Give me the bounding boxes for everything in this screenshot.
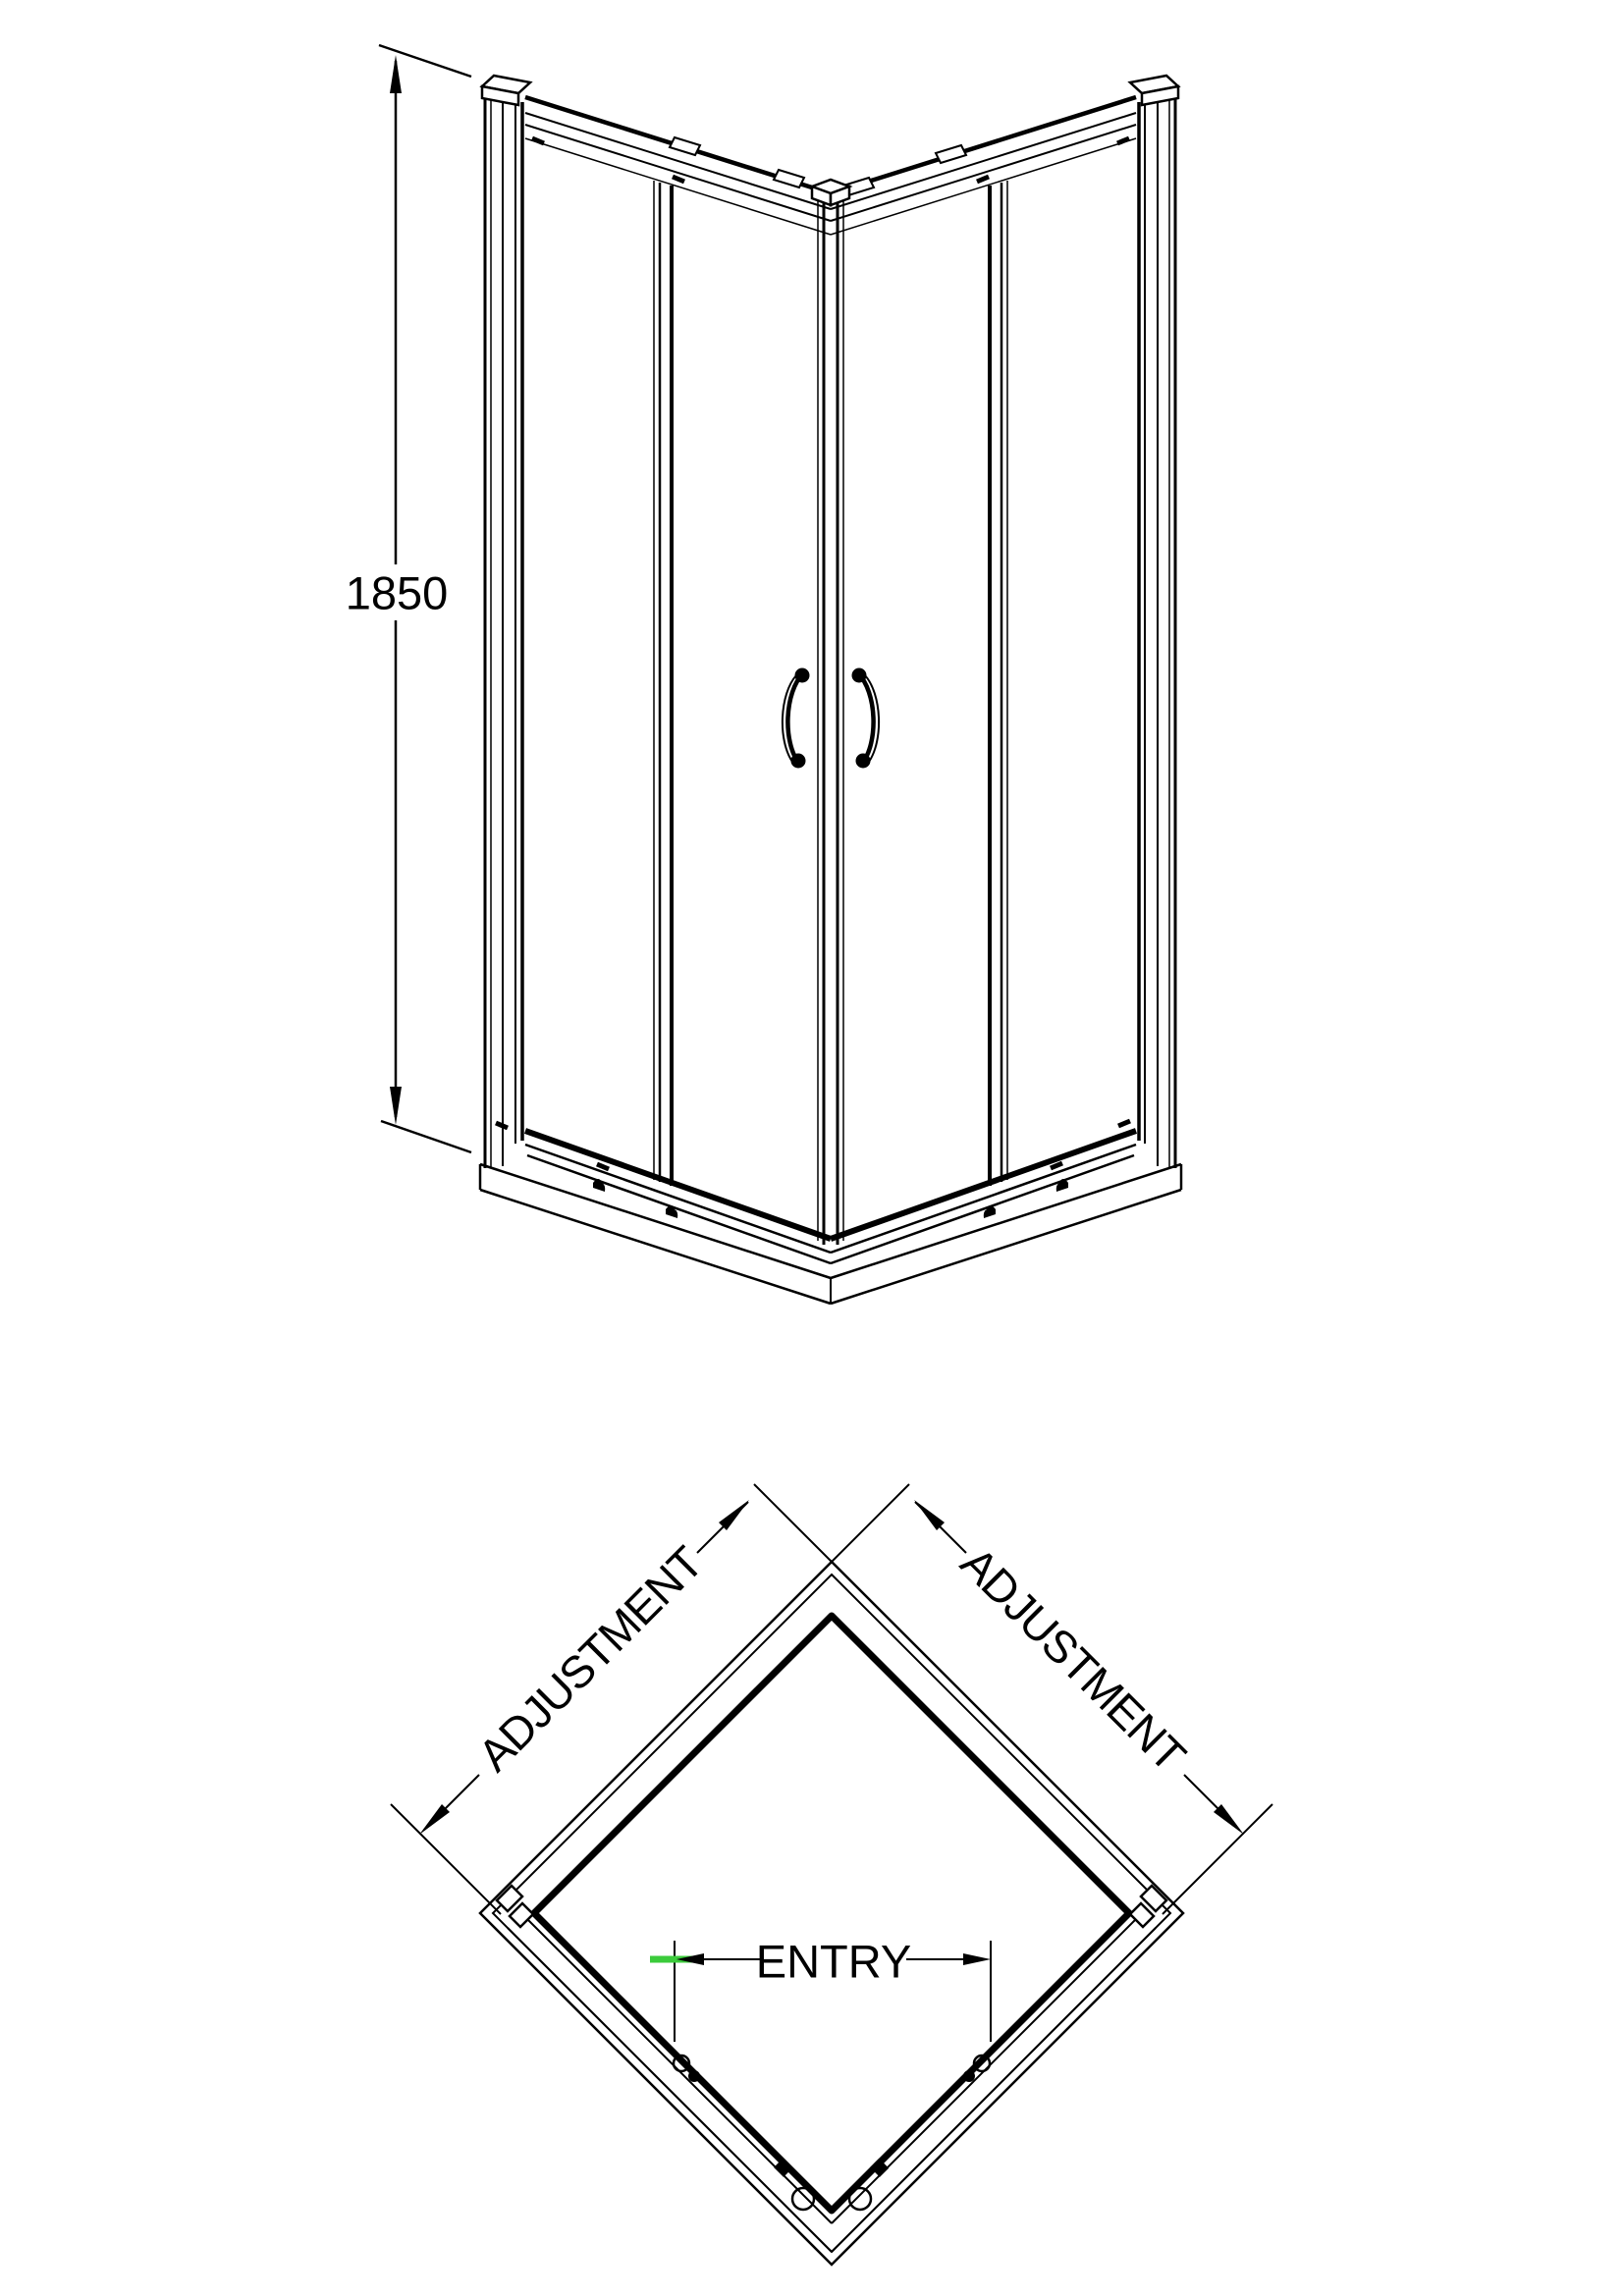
right-door-handle-icon <box>852 668 880 769</box>
extension-line-top-vertex-right <box>813 1484 909 1580</box>
extension-line-left-vertex <box>391 1804 501 1914</box>
arrowhead-se-icon <box>1214 1804 1244 1835</box>
adjustment-dimension-left <box>391 1500 749 1914</box>
plan-roller-details <box>674 2056 990 2210</box>
right-wall-profile <box>1130 76 1178 1168</box>
door-stile-left-face <box>654 181 672 1186</box>
arrowhead-down-icon <box>390 1087 402 1125</box>
adjustment-right-label: ADJUSTMENT <box>950 1536 1196 1782</box>
plan-view <box>391 1484 1272 2265</box>
adjustment-dimension-right <box>914 1500 1272 1914</box>
arrowhead-ne-icon <box>719 1500 749 1530</box>
arrowhead-right-icon <box>963 1953 991 1965</box>
top-rail-left <box>525 97 831 235</box>
left-door-handle-icon <box>783 668 810 769</box>
glass-fixing-marks <box>496 138 1130 1169</box>
bottom-track-left <box>525 1131 831 1263</box>
entry-label: ENTRY <box>755 1935 912 1988</box>
corner-door-stiles <box>812 180 849 1245</box>
height-dimension-label: 1850 <box>345 566 449 619</box>
height-dimension <box>346 45 471 1152</box>
left-wall-profile <box>482 76 530 1168</box>
plan-inner-glass-outline <box>534 1616 1129 2211</box>
entry-dimension <box>650 1936 991 2043</box>
bottom-track-right <box>831 1131 1136 1263</box>
elevation-view <box>346 45 1181 1304</box>
shower-tray <box>480 1164 1181 1304</box>
arrowhead-nw-icon <box>914 1500 945 1530</box>
extension-line-top <box>379 45 471 77</box>
arrowhead-up-icon <box>390 55 402 93</box>
plan-corner-brackets <box>497 1886 1166 1927</box>
door-handles <box>783 668 879 769</box>
extension-line-right-vertex <box>1163 1804 1272 1914</box>
extension-line-top-vertex-left <box>754 1484 850 1580</box>
top-rail-right <box>831 97 1136 235</box>
arrowhead-left-icon <box>676 1953 704 1965</box>
extension-line-bottom <box>381 1121 471 1152</box>
track-rollers <box>593 1179 1068 1218</box>
adjustment-left-label: ADJUSTMENT <box>467 1536 713 1782</box>
arrowhead-sw-icon <box>419 1804 450 1835</box>
door-stile-right-face <box>990 181 1007 1186</box>
